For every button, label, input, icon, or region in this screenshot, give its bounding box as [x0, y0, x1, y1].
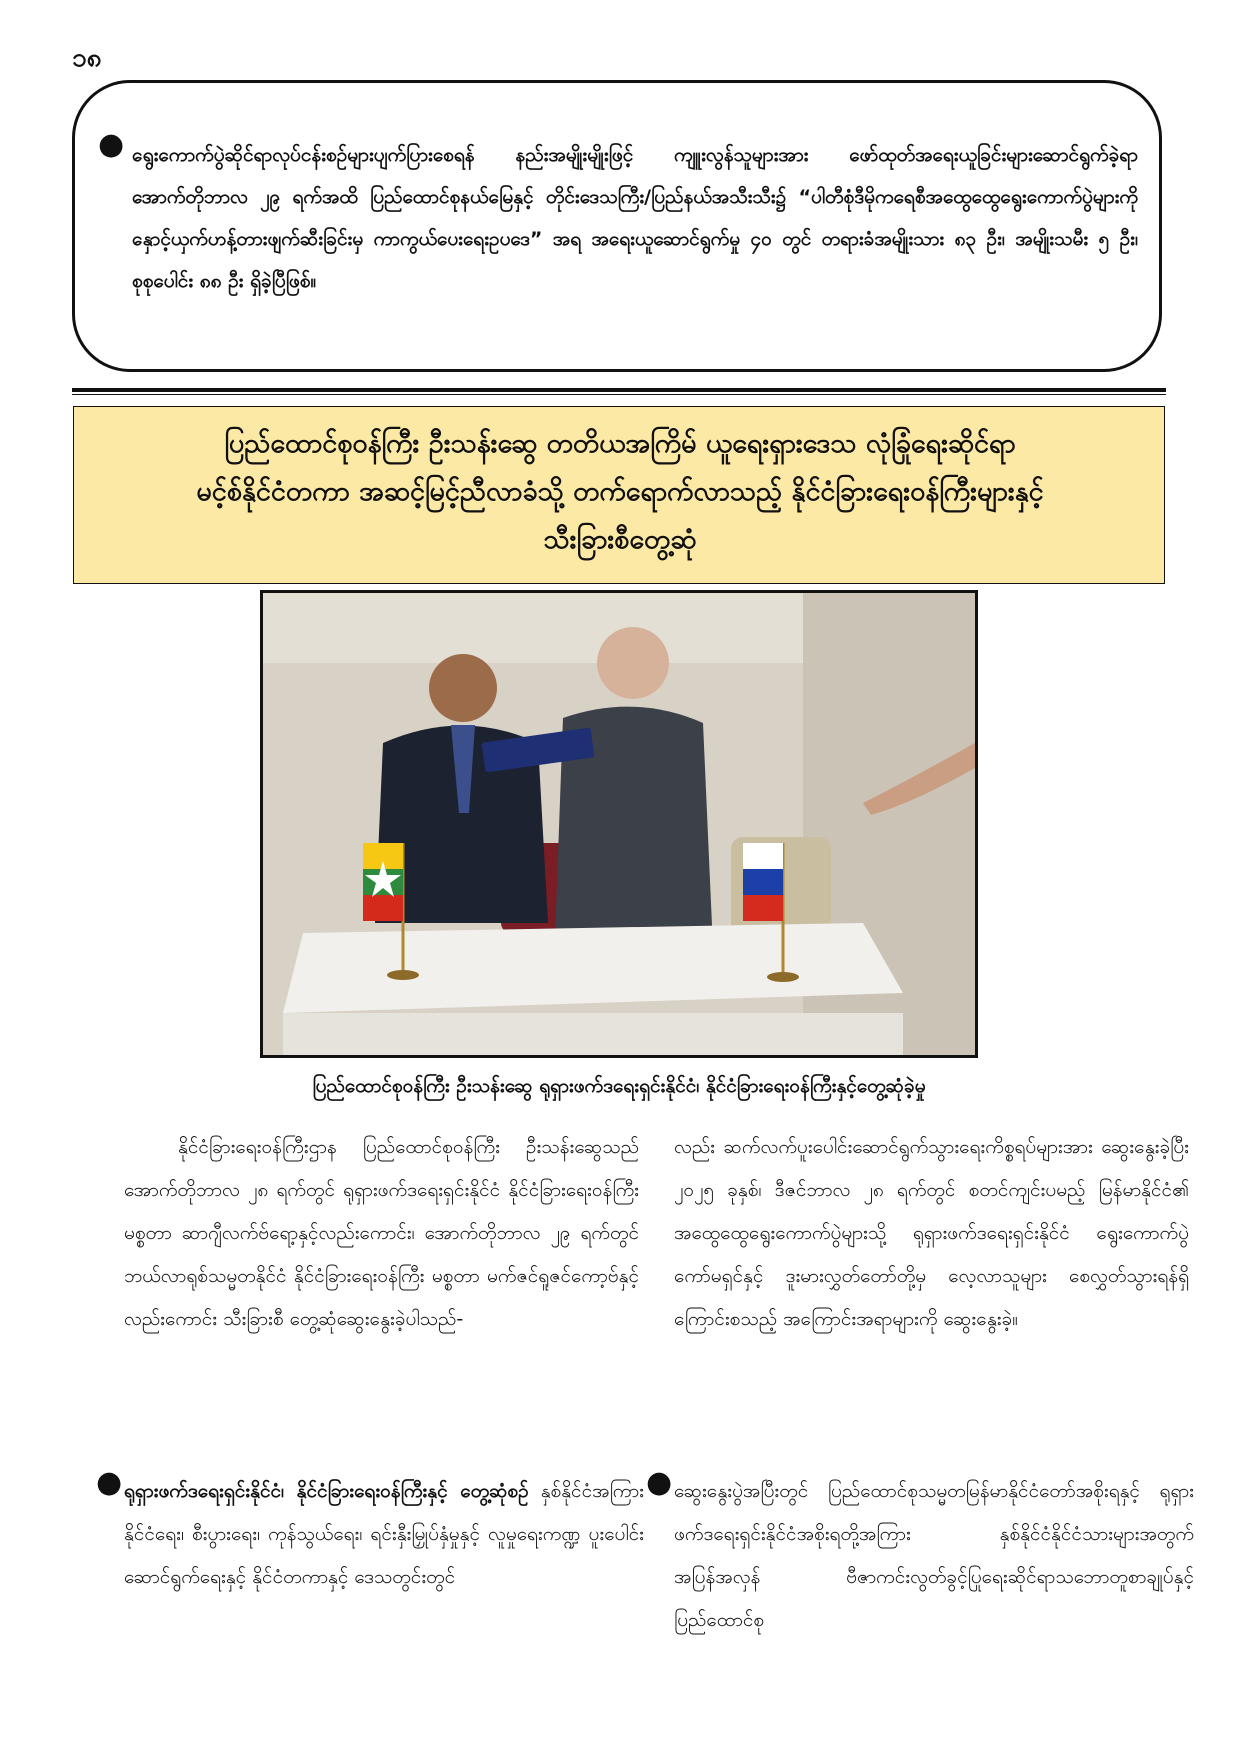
left-column — [124, 1126, 639, 1341]
myanmar-flag-red — [363, 895, 403, 921]
divider-rule-thin — [72, 394, 1166, 395]
left-bullet-rest: နှစ်နိုင်ငံအကြား နိုင်ငံရေး၊ စီးပွားရေး၊ ကုန်သွယ်ရေး၊ ရင်းနှီးမြှုပ်နှံမှုနှင့် လူမှုရေးကဏ္ဍ ပူးပေါင်းဆောင်ရွက်ရေးနှင့် နိုင်ငံတကာနှင့် ဒေသတွင်းတွင် — [124, 1480, 644, 1588]
notice-bullet: ● — [98, 127, 125, 162]
headline-line-2: မင့်စ်နိုင်ငံတကာ အဆင့်မြင့်ညီလာခံသို့ တက်ရောက်လာသည့် နိုင်ငံခြားရေးဝန်ကြီးများနှင့် — [196, 476, 1044, 507]
notice-text: ရွေးကောက်ပွဲဆိုင်ရာလုပ်ငန်းစဉ်များပျက်ပြားစေရန် နည်းအမျိုးမျိုးဖြင့် ကျူးလွန်သူများအား ဖော်ထုတ်အရေးယူခြင်းများဆောင်ရွက်ခဲ့ရာ အောက်တိုဘာလ ၂၉ ရက်အထိ ပြည်ထောင်စုနယ်မြေနှင့် တိုင်းဒေသကြီး/ပြည်နယ်အသီးသီး၌ “ပါတီစုံဒီမိုကရေစီအထွေထွေရွေးကောက်ပွဲများကို နှောင့်ယှက်ဟန့်တားဖျက်ဆီးခြင်းမှ ကာကွယ်ပေးရေးဥပဒေ” အရ အရေးယူဆောင်ရွက်မှု ၄၀ တွင် တရားခံအမျိုးသား ၈၃ ဦး၊ အမျိုးသမီး ၅ ဦး၊ စုစုပေါင်း ၈၈ ဦး ရှိခဲ့ပြီဖြစ်။ — [132, 144, 1138, 292]
person-right-head — [597, 627, 669, 699]
headline-line-1: ပြည်ထောင်စုဝန်ကြီး ဦးသန်းဆွေ တတိယအကြိမ် ယူရေးရှားဒေသ လုံခြုံရေးဆိုင်ရာ — [224, 428, 1016, 459]
right-bullet-text: ဆွေးနွေးပွဲအပြီးတွင် ပြည်ထောင်စုသမ္မတမြန်မာနိုင်ငံတော်အစိုးရနှင့် ရုရှားဖက်ဒရေးရှင်းနိုင်ငံအစိုးရတို့အကြား နှစ်နိုင်ငံနိုင်ငံသားများအတွက် အပြန်အလှန် ဗီဇာကင်းလွတ်ခွင့်ပြုရေးဆိုင်ရာသဘောတူစာချုပ်နှင့် ပြည်ထောင်စု — [674, 1480, 1194, 1631]
bullet-right: ● — [646, 1465, 673, 1500]
russia-flag-white — [743, 843, 783, 869]
page-number: ၁၈ — [72, 43, 102, 73]
photo-caption: ပြည်ထောင်စုဝန်ကြီး ဦးသန်းဆွေ ရုရှားဖက်ဒရေးရှင်းနိုင်ငံ၊ နိုင်ငံခြားရေးဝန်ကြီးနှင့်တွေ့ဆုံခဲ့မှု — [312, 1075, 926, 1097]
person-left-head — [429, 654, 497, 722]
headline-line-3: သီးခြားစီတွေ့ဆုံ — [543, 524, 697, 555]
headline — [95, 420, 1145, 564]
right-column — [674, 1126, 1189, 1341]
flag-base-right — [767, 972, 799, 982]
right-paragraph: လည်း ဆက်လက်ပူးပေါင်းဆောင်ရွက်သွားရေးကိစ္စရပ်များအား ဆွေးနွေးခဲ့ပြီး ၂၀၂၅ ခုနှစ်၊ ဒီဇင်ဘာလ ၂၈ ရက်တွင် စတင်ကျင်းပမည့် မြန်မာနိုင်ငံ၏ အထွေထွေရွေးကောက်ပွဲများသို့ ရုရှားဖက်ဒရေးရှင်းနိုင်ငံ ရွေးကောက်ပွဲကော်မရှင်နှင့် ဒူးမားလွှတ်တော်တို့မှ လေ့လာသူများ စေလွှတ်သွားရန်ရှိကြောင်းစသည့် အကြောင်းအရာများကို ဆွေးနွေးခဲ့။ — [674, 1136, 1189, 1330]
left-bullet-lead: ရုရှားဖက်ဒရေးရှင်းနိုင်ငံ၊ နိုင်ငံခြားရေးဝန်ကြီးနှင့် တွေ့ဆုံစဉ် — [124, 1480, 529, 1502]
russia-flag-blue — [743, 869, 783, 895]
bullet-left: ● — [96, 1465, 123, 1500]
flag-base-left — [387, 970, 419, 980]
left-paragraph: နိုင်ငံခြားရေးဝန်ကြီးဌာန ပြည်ထောင်စုဝန်ကြီး ဦးသန်းဆွေသည် အောက်တိုဘာလ ၂၈ ရက်တွင် ရုရှားဖက်ဒရေးရှင်းနိုင်ငံ နိုင်ငံခြားရေးဝန်ကြီး မစ္စတာ ဆာဂျီလက်ဗ်ရော့နှင့်လည်းကောင်း၊ အောက်တိုဘာလ ၂၉ ရက်တွင် ဘယ်လာရုစ်သမ္မတနိုင်ငံ နိုင်ငံခြားရေးဝန်ကြီး မစ္စတာ မက်ဇင်ရူဇင်ကော့ဗ်နှင့်လည်းကောင်း သီးခြားစီ တွေ့ဆုံဆွေးနွေးခဲ့ပါသည်- — [124, 1136, 639, 1330]
table-front — [283, 1013, 903, 1055]
russia-flag-red — [743, 895, 783, 921]
divider-rule — [72, 388, 1166, 392]
meeting-photo-illustration — [263, 593, 975, 1055]
left-bullet-text — [124, 1470, 644, 1599]
meeting-photo — [260, 590, 978, 1058]
